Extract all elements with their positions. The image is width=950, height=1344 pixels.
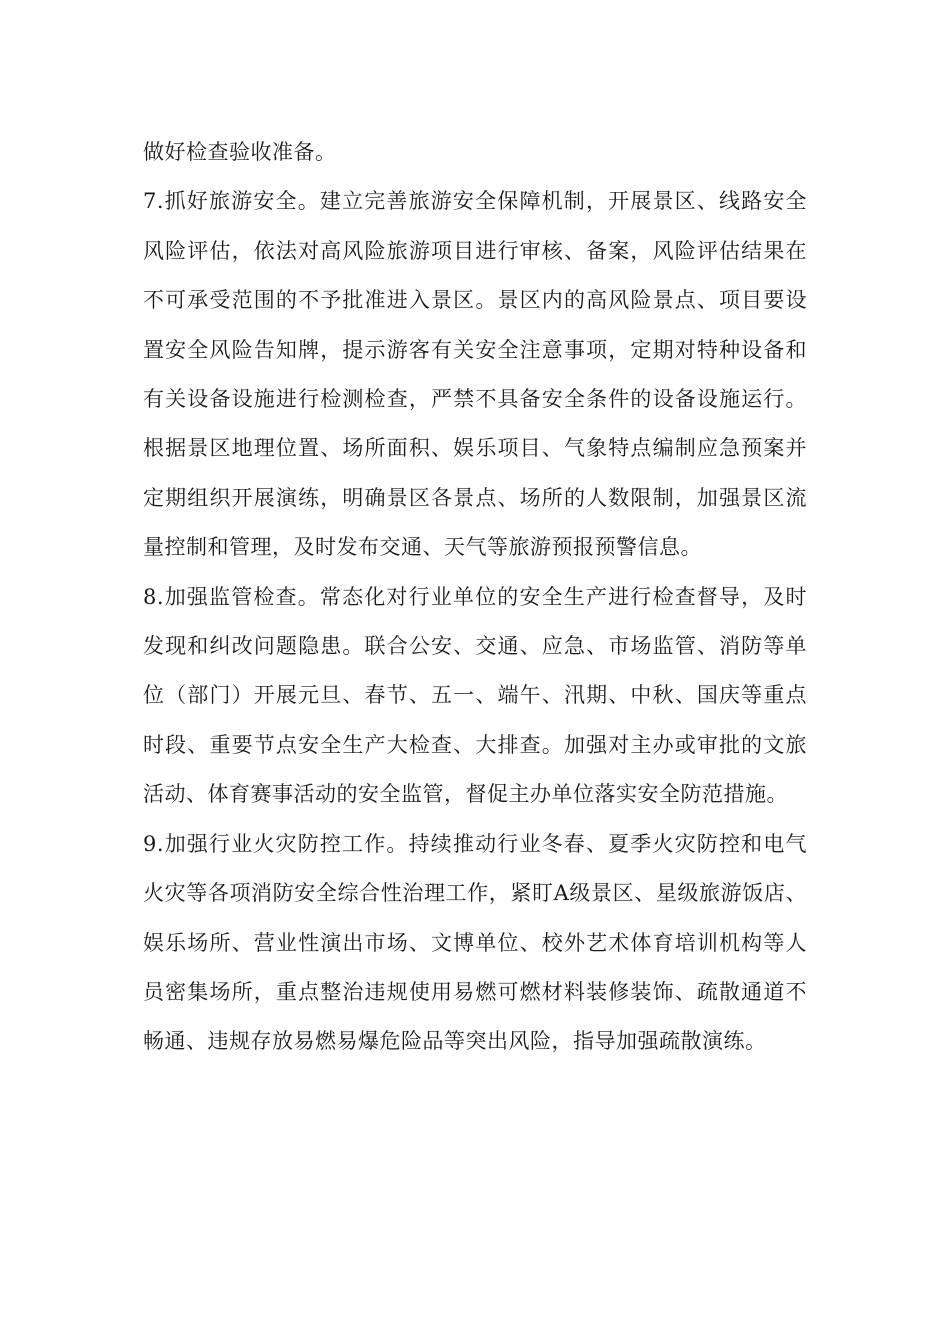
paragraph-supervision-inspection: 8.加强监管检查。常态化对行业单位的安全生产进行检查督导，及时发现和纠改问题隐患。联合公安、交通、应急、市场监管、消防等单位（部门）开展元旦、春节、五一、端午、汛期、中秋、国庆等重点时段、重要节点安全生产大检查、大排查。加强对主办或审批的文旅活动、体育赛事活动的安全监管，督促主办单位落实安全防范措施。 [143,584,807,807]
paragraph-fire-prevention: 9.加强行业火灾防控工作。持续推动行业冬春、夏季火灾防控和电气火灾等各项消防安全综合性治理工作，紧盯A级景区、星级旅游饭店、娱乐场所、营业性演出市场、文博单位、校外艺术体育培训机构等人员密集场所，重点整治违规使用易燃可燃材料装修装饰、疏散通道不畅通、违规存放易燃易爆危险品等突出风险，指导加强疏散演练。 [143,831,807,1054]
document-body [143,128,807,1067]
paragraph-continuation: 做好检查验收准备。 [143,140,337,164]
paragraph-tourism-safety: 7.抓好旅游安全。建立完善旅游安全保障机制，开展景区、线路安全风险评估，依法对高风险旅游项目进行审核、备案，风险评估结果在不可承受范围的不予批准进入景区。景区内的高风险景点、项目要设置安全风险告知牌，提示游客有关安全注意事项，定期对特种设备和有关设备设施进行检测检查，严禁不具备安全条件的设备设施运行。根据景区地理位置、场所面积、娱乐项目、气象特点编制应急预案并定期组织开展演练，明确景区各景点、场所的人数限制，加强景区流量控制和管理，及时发布交通、天气等旅游预报预警信息。 [143,189,807,560]
